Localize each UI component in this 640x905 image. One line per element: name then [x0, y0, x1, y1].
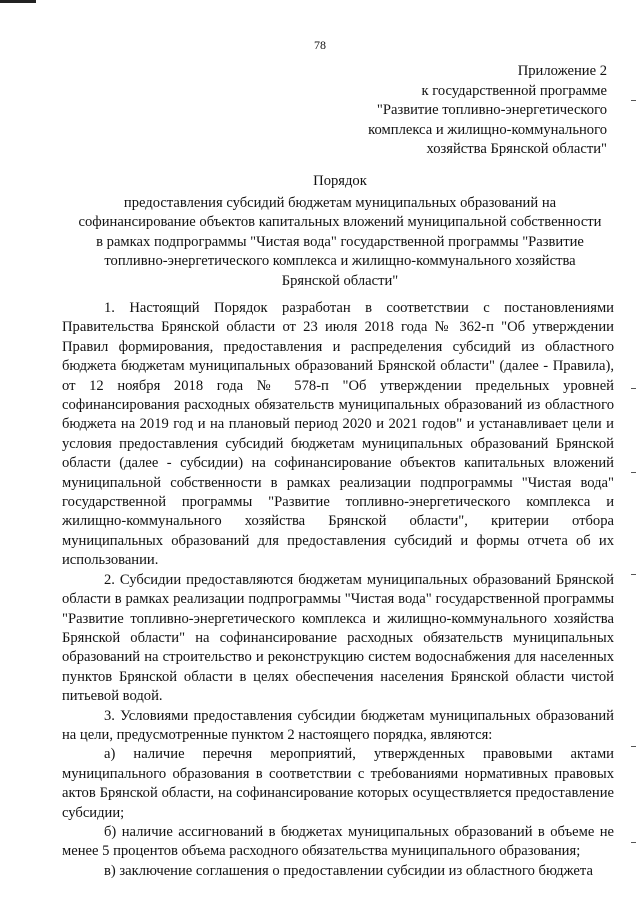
scan-edge-mark: [631, 472, 636, 473]
paragraph-1: 1. Настоящий Порядок разработан в соответствии с постановлениями Правительства Брянской области от 23 июля 2018 года № 362-п "Об утверждении Правил формирования, предоставления и распределения субсидий из областного бюджета бюджетам муниципальных образований Брянской области" (далее - Правила), от 12 ноября 2018 года № 578-п "Об утверждении предельных уровней софинансирования расходных обязательств муниципальных образований из областного бюджета на 2019 год и на плановый период 2020 и 2021 годов" и устанавливает цели и условия предоставления субсидий бюджетам муниципальных образований Брянской области (далее - субсидии) на софинансирование объектов капитальных вложений муниципальной собственности в рамках реализации подпрограммы "Чистая вода" государственной программы "Развитие топливно-энергетического комплекса и жилищно-коммунального хозяйства Брянской области", критерии отбора муниципальных образований для предоставления субсидий и формы отчета об их использовании.: [62, 300, 614, 569]
document-title: [60, 172, 620, 291]
title-line: в рамках подпрограммы "Чистая вода" государственной программы "Развитие: [96, 233, 584, 250]
paragraph-3c: в) заключение соглашения о предоставлении субсидии из областного бюджета: [104, 862, 593, 879]
title-heading: Порядок: [313, 173, 367, 189]
title-line: Брянской области": [281, 272, 399, 289]
appendix-line: к государственной программе: [421, 82, 607, 99]
appendix-line: "Развитие топливно-энергетического: [376, 102, 607, 118]
appendix-line: комплекса и жилищно-коммунального: [368, 121, 607, 138]
paragraph-2: 2. Субсидии предоставляются бюджетам муниципальных образований Брянской области в рамках реализации подпрограммы "Чистая вода" государственной программы "Развитие топливно-энергетического комплекса и жилищно-коммунального хозяйства Брянской области" на софинансирование расходных обязательств муниципальных образований на строительство и реконструкцию систем водоснабжения для населенных пунктов Брянской области в целях обеспечения населения Брянской области чистой питьевой водой.: [62, 571, 614, 705]
title-line: софинансирование объектов капитальных вложений муниципальной собственности: [78, 214, 602, 230]
appendix-line: Приложение 2: [517, 63, 607, 79]
document-body: [62, 299, 614, 881]
appendix-line: хозяйства Брянской области": [426, 141, 607, 157]
scan-edge-mark: [631, 842, 636, 843]
scan-edge-mark: [631, 746, 636, 747]
scan-edge-mark: [631, 100, 636, 101]
scan-edge-mark: [0, 0, 36, 3]
paragraph-3: 3. Условиями предоставления субсидии бюджетам муниципальных образований на цели, предусмотренные пунктом 2 настоящего порядка, являются:: [62, 707, 614, 743]
title-line: предоставления субсидий бюджетам муниципальных образований на: [123, 194, 557, 211]
page-number: 78: [314, 38, 326, 52]
scan-edge-mark: [631, 574, 636, 575]
title-line: топливно-энергетического комплекса и жилищно-коммунального хозяйства: [104, 253, 576, 269]
scan-edge-mark: [631, 388, 636, 389]
paragraph-3a: а) наличие перечня мероприятий, утвержденных правовыми актами муниципального образования в соответствии с требованиями нормативных правовых актов Брянской области, на софинансирование которых осуществляется предоставление субсидии;: [62, 746, 614, 821]
appendix-header: [368, 62, 607, 160]
paragraph-3b: б) наличие ассигнований в бюджетах муниципальных образований в объеме не менее 5 процентов объема расходного обязательства муниципального образования;: [62, 823, 614, 860]
